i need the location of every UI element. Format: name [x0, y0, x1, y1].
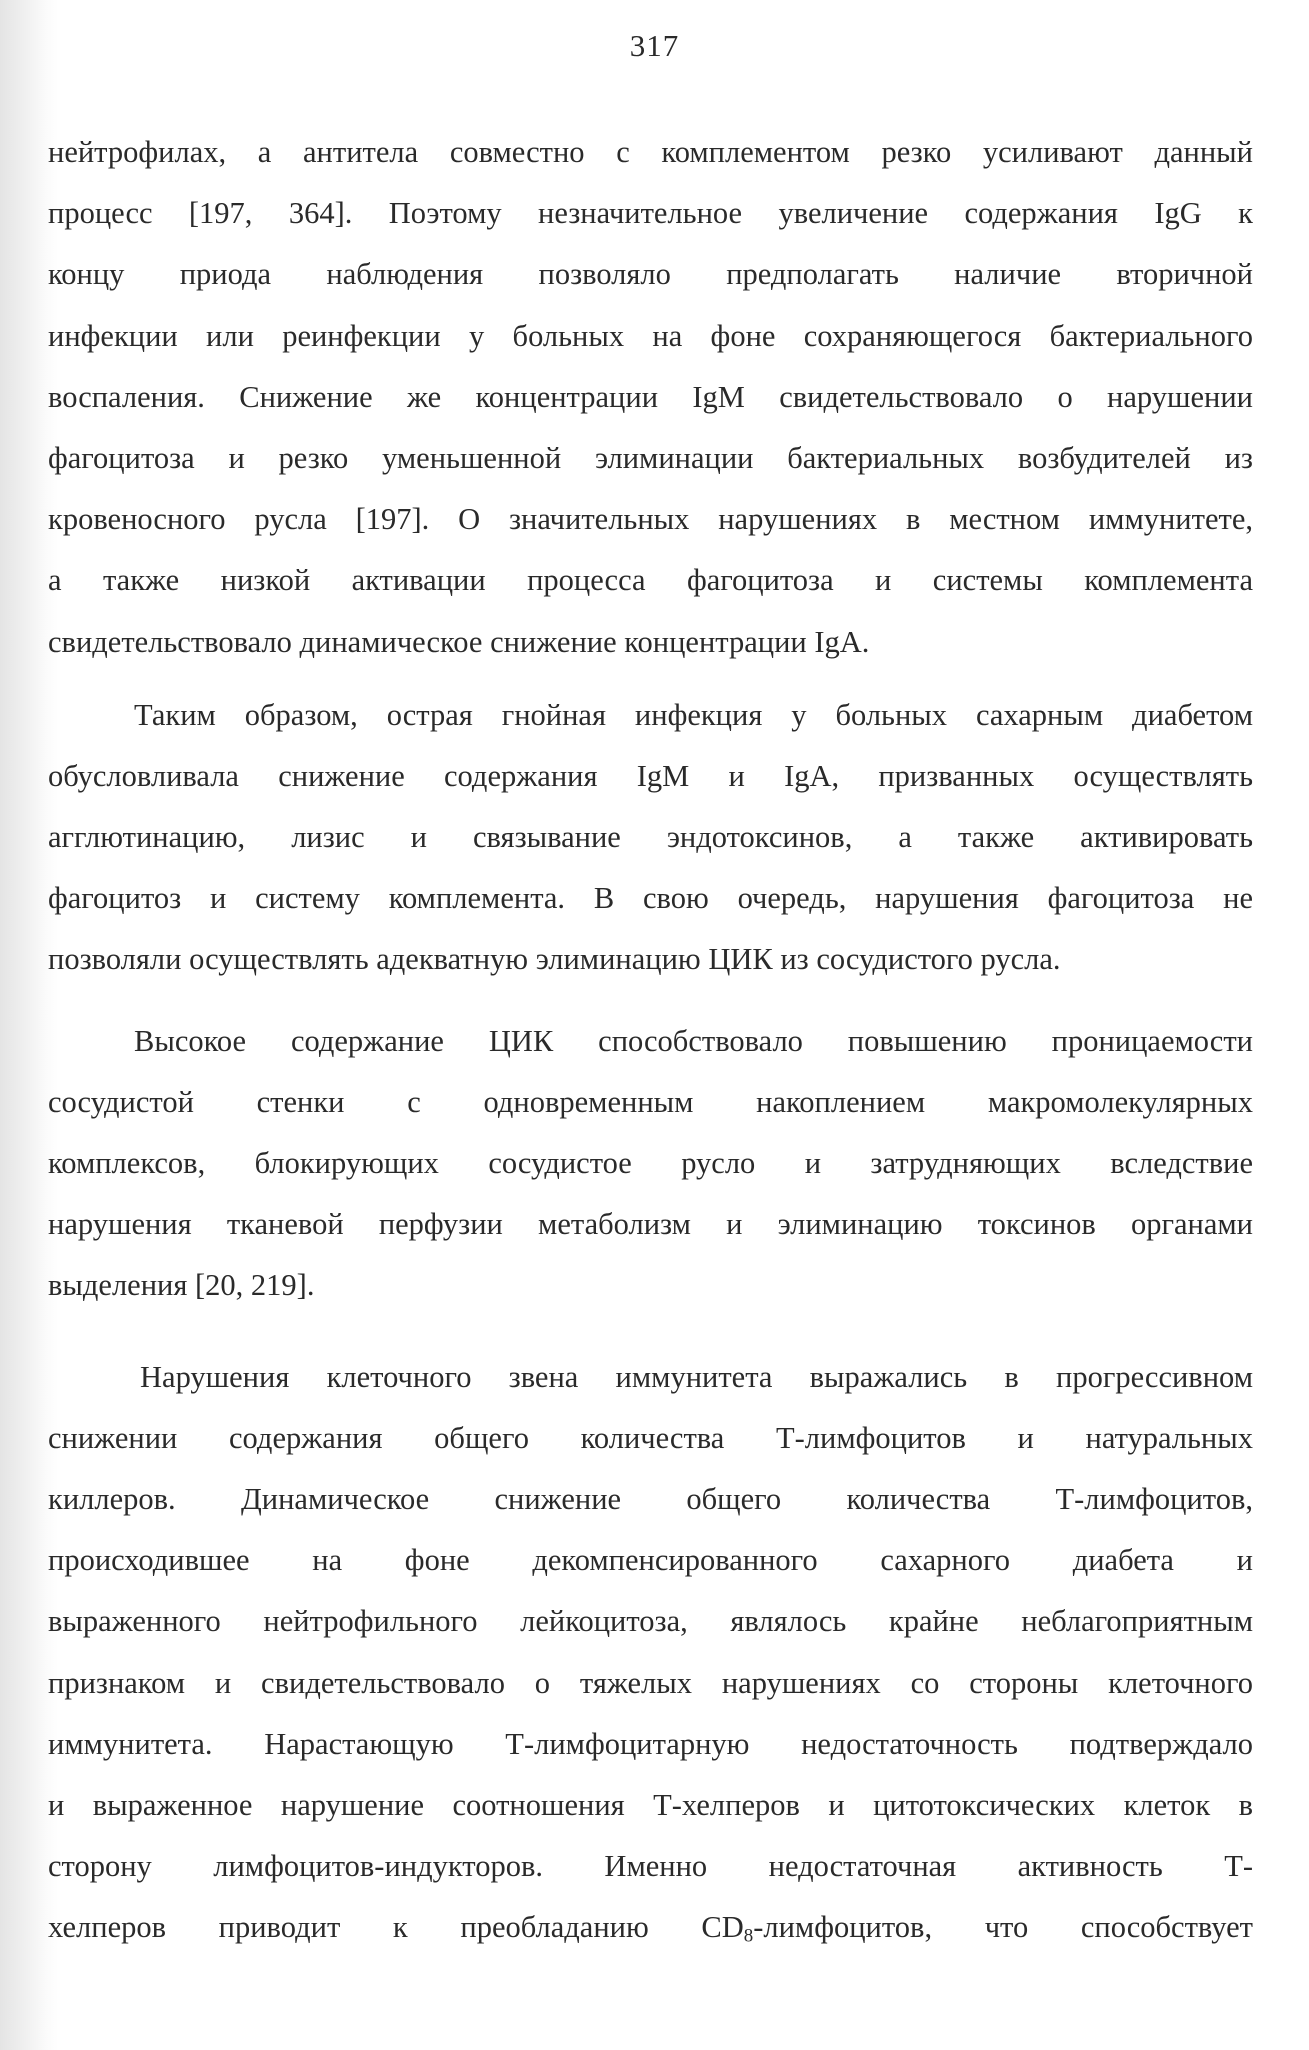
text-line: сторону лимфоцитов-индукторов. Именно недостаточная активность Т-	[48, 1849, 1253, 1884]
text-line: и выраженное нарушение соотношения Т-хелперов и цитотоксических клеток в	[48, 1787, 1253, 1822]
text-line: концу приода наблюдения позволяло предполагать наличие вторичной	[48, 257, 1253, 292]
text-fragment: -лимфоцитов, что способствует	[753, 1910, 1253, 1945]
text-line: позволяли осуществлять адекватную элиминацию ЦИК из сосудистого русла.	[48, 942, 1061, 977]
text-line: обусловливала снижение содержания IgM и IgA, призванных осуществлять	[48, 758, 1253, 793]
text-line: выделения [20, 219].	[48, 1268, 315, 1303]
body-text	[48, 122, 1253, 1958]
text-line: кровеносного русла [197]. О значительных нарушениях в местном иммунитете,	[48, 502, 1253, 537]
text-line: комплексов, блокирующих сосудистое русло и затрудняющих вследствие	[48, 1146, 1253, 1180]
text-line: сосудистой стенки с одновременным накоплением макромолекулярных	[48, 1084, 1253, 1119]
text-line: снижении содержания общего количества Т-лимфоцитов и натуральных	[48, 1420, 1253, 1455]
text-line: агглютинацию, лизис и связывание эндотоксинов, а также активировать	[48, 820, 1253, 855]
text-line: свидетельствовало динамическое снижение концентрации IgA.	[48, 624, 870, 659]
text-line: иммунитета. Нарастающую Т-лимфоцитарную недостаточность подтверждало	[48, 1726, 1253, 1761]
text-line: процесс [197, 364]. Поэтому незначительное увеличение содержания IgG к	[48, 196, 1253, 231]
text-line: фагоцитоза и резко уменьшенной элиминации бактериальных возбудителей из	[48, 440, 1253, 475]
text-line: инфекции или реинфекции у больных на фоне сохраняющегося бактериального	[48, 318, 1253, 353]
text-line: нарушения тканевой перфузии метаболизм и элиминацию токсинов органами	[48, 1207, 1253, 1242]
subscript-8: 8	[743, 1925, 754, 1947]
text-fragment: хелперов приводит к преобладанию CD	[48, 1910, 744, 1945]
text-line-last	[48, 1897, 1253, 1958]
text-line: киллеров. Динамическое снижение общего количества Т-лимфоцитов,	[48, 1481, 1253, 1516]
text-line: нейтрофилах, а антитела совместно с комплементом резко усиливают данный	[48, 135, 1253, 169]
text-line: фагоцитоз и систему комплемента. В свою очередь, нарушения фагоцитоза не	[48, 881, 1253, 916]
paragraph-start-line: Высокое содержание ЦИК способствовало повышению проницаемости	[134, 1023, 1253, 1058]
paragraph-start-line: Нарушения клеточного звена иммунитета выражались в прогрессивном	[140, 1359, 1253, 1394]
text-line: признаком и свидетельствовало о тяжелых нарушениях со стороны клеточного	[48, 1665, 1253, 1700]
text-line: а также низкой активации процесса фагоцитоза и системы комплемента	[48, 563, 1253, 598]
text-line: выраженного нейтрофильного лейкоцитоза, являлось крайне неблагоприятным	[48, 1604, 1253, 1639]
text-line: воспаления. Снижение же концентрации IgM свидетельствовало о нарушении	[48, 379, 1253, 414]
page-number: 317	[629, 28, 680, 63]
text-line: происходившее на фоне декомпенсированного сахарного диабета и	[48, 1543, 1253, 1578]
paragraph-start-line: Таким образом, острая гнойная инфекция у больных сахарным диабетом	[134, 697, 1253, 732]
